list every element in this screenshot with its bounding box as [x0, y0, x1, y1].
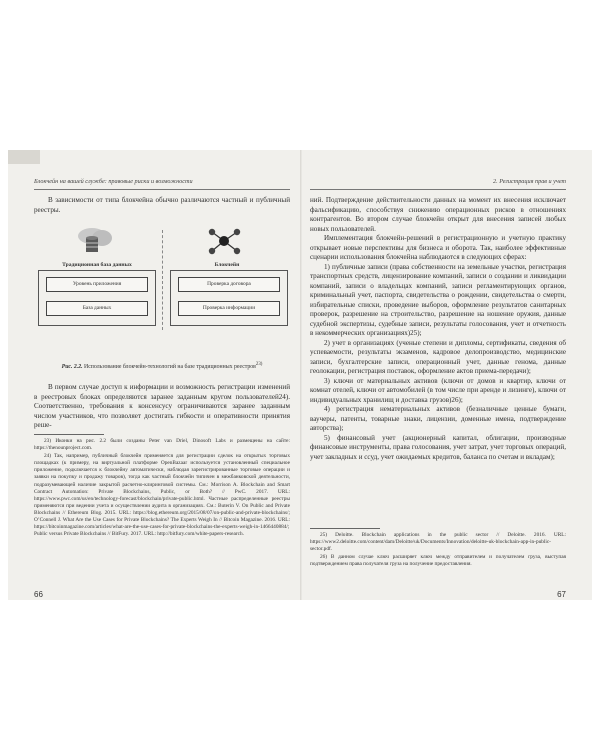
running-head-right: 2. Регистрация прав и учет: [493, 178, 566, 185]
footnote-26: 26) В данном случае ключ расширяет ключ между отправителем и получателем груза, выступая подтверждением права получателя груза на получение предоставления.: [310, 554, 566, 568]
blockchain-title: Блокчейн: [214, 262, 240, 268]
footnote-25: 25) Deloitte. Blockchain applications in the public sector // Deloitte. 2016. URL: https://www2.deloitte.com/content/dam/Deloitte/uk/Documents/Innovation/deloitte-uk-blockchain-app-in-public-sector.pdf.: [310, 532, 566, 553]
figure-caption: [34, 361, 290, 372]
page-number-left: 66: [34, 590, 43, 599]
left-footnote-rule: [34, 434, 104, 435]
figure-divider: [162, 230, 163, 330]
right-paragraph-1: ний. Подтверждение действительности данных на момент их внесения исключает фальсификацию, способствуя снижению операционных рисков в отношениях контрагентов. Во втором случае блокчейн открыт для внесения записей любых новых пользователей.: [310, 196, 566, 233]
application-layer-box: Уровень приложения: [46, 277, 148, 292]
information-check-box: Проверка информации: [178, 301, 280, 316]
left-body: [34, 383, 290, 431]
contract-check-box: Проверка договора: [178, 277, 280, 292]
left-body-paragraph: В первом случае доступ к информации и возможность регистрации изменений в реестровых блоках определяются заранее заданным кругом пользователей24). Соответственно, требования к консенсусу ограничиваются заранее заданным числом участников, что позволяет достигать гибкости и оперативности принятия реше-: [34, 383, 290, 429]
right-footnote-rule: [310, 528, 380, 529]
running-head-left: Блокчейн на вашей службе: правовые риски и возможности: [34, 178, 193, 185]
footnote-24: 24) Так, например, публичный блокчейн применяется для регистрации сделок на открытых торговых площадках (к примеру, на виртуальной платформе OpenBazaar используется установленный специальное приложение, подключается к блокчейну автоматически, наблюдая зарегистрированные торговые операции и заявки на покупку и продажу товаров), тогда как частный блокчейн типичен в межбанковской деятельности, подразумевающей наличие закрытой расчетно-клиринговой системы. См.: Morrison A. Blockchain and Smart Contract Automation: Private Blockchains, Public, or Both? // PwC. 2017. URL: https://www.pwc.com/us/en/technology-forecast/blockchain/private-public.html. Частные распределенные реестры применяются при ведении учета и осуществлении аудита в организациях. См.: Buterin V. On Public and Private Blockchains // Ethereum Blog. 2015. URL: https://blog.ethereum.org/2015/08/07/on-public-and-private-blockchains/; O’Connell J. What Are the Use Cases for Private Blockchains? The Experts Weigh In // Bitcoin Magazine. 2016. URL: https://bitcoinmagazine.com/articles/what-are-the-use-cases-for-private-blockchains-the-experts-weigh-in-1466440884/; Public versus Private Blockchains // BitFury. 2017. URL: http://bitfury.com/white-papers-research.: [34, 453, 290, 538]
right-footnotes: [310, 532, 566, 569]
header-rule-left: [34, 189, 290, 190]
caption-label: Рис. 2.2.: [61, 363, 83, 370]
list-item-2: 2) учет в организациях (ученые степени и дипломы, сертификаты, сведения об успеваемости, результаты экзаменов, кадровое делопроизводство, медицинские записи, бухгалтерские записи, операционный учет, данные генома, данные геолокации, регистрация поставок, оформление актов приема-передачи);: [310, 338, 566, 375]
left-footnotes: [34, 438, 290, 539]
list-item-3: 3) ключи от материальных активов (ключи от домов и квартир, ключи от комнат отелей, ключи от автомобилей (в том числе при аренде и лизинге), ключи от индивидуальных хранилищ и доставка грузов)26);: [310, 376, 566, 404]
database-box: База данных: [46, 301, 148, 316]
header-rule-right: [310, 189, 566, 190]
caption-text: Использование блокчейн-технологий на базе традиционных реестров: [84, 363, 256, 370]
left-intro: [34, 196, 290, 215]
intro-paragraph: В зависимости от типа блокчейна обычно различаются частный и публичный реестры.: [34, 196, 290, 214]
right-paragraph-2: Имплементация блокчейн-решений в регистрационную и учетную практику открывает новые перспективы для бизнеса и оборота. Так, наиболее эффективные сценарии использования блокчейна наблюдаются в следующих сферах:: [310, 234, 566, 261]
caption-ref: 23): [255, 362, 263, 367]
page-edge-tab: [8, 150, 40, 164]
page-number-right: 67: [557, 590, 566, 599]
list-item-5: 5) финансовый учет (акционерный капитал, облигации, производные финансовые инструменты, права голосования, учет затрат, учет торговых операций, учет закладных и ссуд, учет ожидаемых кредитов, баланса по счетам и вкладам);: [310, 433, 566, 461]
traditional-db-title: Традиционная база данных: [62, 262, 132, 268]
list-item-1: 1) публичные записи (права собственности на земельные участки, регистрация транспортных средств, лицензирование компаний, записи о создании и ликвидации компаний, записи о владельцах компаний, записи регламентирующих органов, криминальный учет, паспорта, свидетельства о рождении, свидетельства о смерти, избирательные списки, проведение выборов, оформление результатов санитарных проверок, разрешение на строительство, разрешение на ношение оружия, данные судебной экспертизы, судебные записи, результаты голосования, учет и отчетность в некоммерческих организациях)25);: [310, 262, 566, 337]
right-body: [310, 196, 566, 462]
blockchain-network-icon: [204, 226, 244, 256]
book-gutter: [300, 150, 302, 600]
database-cloud-icon: [76, 226, 116, 256]
list-item-4: 4) регистрация нематериальных активов (безналичные ценные бумаги, ваучеры, патенты, товарные знаки, лицензии, доменные имена, подтверждение авторства);: [310, 405, 566, 432]
footnote-23: 23) Иконки на рис. 2.2 были созданы Peter van Driel, Dinosoft Labs и размещены на сайте: https://thenounproject.com.: [34, 438, 290, 452]
figure-2-2: [34, 226, 290, 362]
